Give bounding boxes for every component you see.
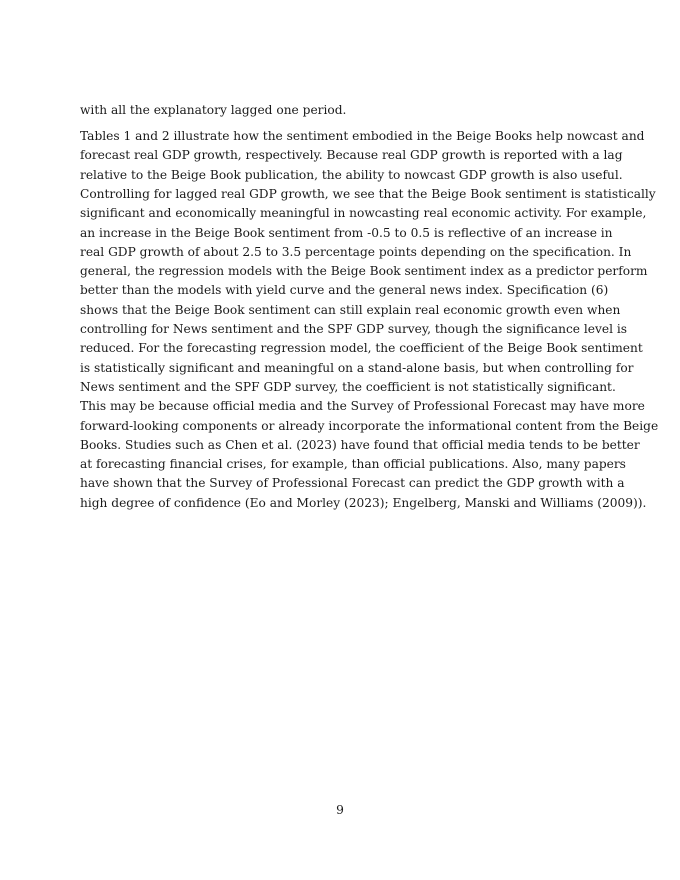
- paragraph-line: is statistically significant and meaningful on a stand-alone basis, but when controlling for: [80, 360, 634, 375]
- paragraph-line: forward-looking components or already incorporate the informational content from the Beige: [80, 418, 659, 433]
- paragraph-line: controlling for News sentiment and the SPF GDP survey, though the significance level is: [80, 322, 628, 336]
- paragraph-line: at forecasting financial crises, for example, than official publications. Also, many papers: [80, 457, 626, 472]
- paragraph-line: general, the regression models with the Beige Book sentiment index as a predictor perform: [80, 264, 648, 279]
- paragraph-line: real GDP growth of about 2.5 to 3.5 percentage points depending on the specification. In: [80, 244, 632, 259]
- paragraph-line: forecast real GDP growth, respectively. Because real GDP growth is reported with a lag: [80, 148, 623, 163]
- paragraph-line: News sentiment and the SPF GDP survey, the coefficient is not statistically significant.: [80, 379, 616, 394]
- paragraph-continuation-line: with all the explanatory lagged one period.: [80, 103, 347, 117]
- page-number: 9: [336, 803, 344, 817]
- paragraph-line: Tables 1 and 2 illustrate how the sentiment embodied in the Beige Books help nowcast and: [80, 129, 645, 143]
- paragraph-line: high degree of confidence (Eo and Morley (2023); Engelberg, Manski and Williams (2009)).: [80, 495, 647, 510]
- paragraph-line: better than the models with yield curve and the general news index. Specification (6): [80, 283, 609, 298]
- paragraph-line: an increase in the Beige Book sentiment from -0.5 to 0.5 is reflective of an increase in: [80, 225, 613, 240]
- paragraph-line: relative to the Beige Book publication, the ability to nowcast GDP growth is also useful.: [80, 167, 623, 182]
- paragraph-line: This may be because official media and the Survey of Professional Forecast may have more: [80, 399, 645, 414]
- paragraph-line: reduced. For the forecasting regression model, the coefficient of the Beige Book sentiment: [80, 341, 643, 356]
- paragraph-line: Books. Studies such as Chen et al. (2023) have found that official media tends to be better: [80, 437, 640, 452]
- paragraph-line: significant and economically meaningful in nowcasting real economic activity. For example,: [80, 206, 647, 221]
- paragraph-line: Controlling for lagged real GDP growth, we see that the Beige Book sentiment is statistically: [80, 186, 656, 201]
- paragraph-line: have shown that the Survey of Professional Forecast can predict the GDP growth with a: [80, 476, 625, 491]
- paragraph-line: shows that the Beige Book sentiment can still explain real economic growth even when: [80, 302, 621, 317]
